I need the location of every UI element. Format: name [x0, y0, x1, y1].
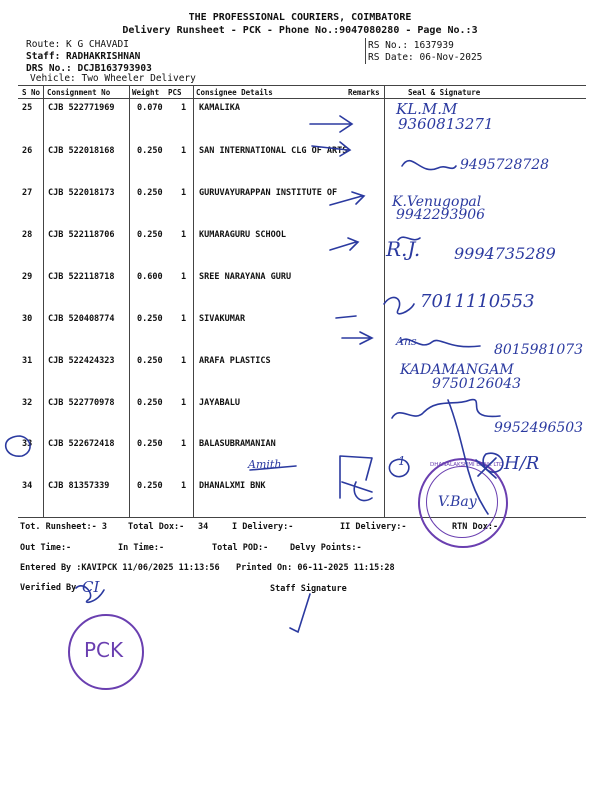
entered-by: Entered By :KAVIPCK 11/06/2025 11:13:56 — [20, 563, 220, 573]
handwritten-phone: 7011110553 — [420, 291, 535, 312]
col-remarks: Remarks — [348, 88, 380, 97]
ii-delivery: II Delivery:- — [340, 522, 407, 532]
col-seal: Seal & Signature — [408, 88, 481, 97]
out-time: Out Time:- — [20, 543, 72, 553]
handwritten-phone: 9360813271 — [398, 115, 494, 133]
row-sno: 27 — [22, 188, 33, 198]
rtn-dox: RTN Dox:- — [452, 522, 499, 532]
bank-seal-text: DHANALAKSHMI BANK LTD — [430, 462, 504, 468]
row-sno: 26 — [22, 146, 33, 156]
row-weight: 0.250 — [137, 439, 163, 449]
row-pcs: 1 — [181, 188, 187, 198]
bank-seal — [418, 458, 508, 548]
col-weight: Weight — [132, 88, 160, 97]
row-consignment: CJB 81357339 — [48, 481, 110, 491]
bank-seal-signature: V.Bay — [438, 494, 477, 510]
handwritten-remark: Ans — [396, 335, 417, 348]
row-sno: 25 — [22, 103, 33, 113]
row-weight: 0.250 — [137, 314, 163, 324]
row-pcs: 1 — [181, 398, 187, 408]
row-pcs: 1 — [181, 314, 187, 324]
row-weight: 0.250 — [137, 398, 163, 408]
handwritten-phone: 8015981073 — [494, 342, 584, 358]
total-pod: Total POD:- — [212, 543, 269, 553]
row-pcs: 1 — [181, 272, 187, 282]
handwritten-phone: 9942293906 — [396, 207, 486, 223]
route: Route: K G CHAVADI — [26, 39, 129, 50]
row-consignment: CJB 522018173 — [48, 188, 115, 198]
row-sno: 30 — [22, 314, 33, 324]
col-consignee: Consignee Details — [196, 88, 273, 97]
row-consignee: KAMALIKA — [199, 103, 240, 113]
row-weight: 0.070 — [137, 103, 163, 113]
handwritten-signature: KL.M.M — [396, 100, 458, 118]
row-consignment: CJB 520408774 — [48, 314, 115, 324]
row-consignee: ARAFA PLASTICS — [199, 356, 271, 366]
runsheet-title: Delivery Runsheet - PCK - Phone No.:9047080280 - Page No.:3 — [122, 25, 478, 36]
verified-by: Verified By — [20, 583, 77, 593]
row-pcs: 1 — [181, 439, 187, 449]
total-dox-label: Total Dox:- — [128, 522, 185, 532]
row-consignee: SIVAKUMAR — [199, 314, 246, 324]
row-pcs: 1 — [181, 230, 187, 240]
handwritten-name: KADAMANGAM — [400, 362, 514, 378]
in-time: In Time:- — [118, 543, 165, 553]
handwritten-phone: 9994735289 — [454, 244, 556, 263]
row-sno: 28 — [22, 230, 33, 240]
row-sno: 32 — [22, 398, 33, 408]
handwritten-hr: H/R — [504, 453, 540, 474]
row-weight: 0.250 — [137, 146, 163, 156]
row-pcs: 1 — [181, 481, 187, 491]
handwritten-name: Amith — [248, 458, 282, 471]
row-consignment: CJB 522424323 — [48, 356, 115, 366]
row-consignee: JAYABALU — [199, 398, 240, 408]
row-sno: 33 — [22, 439, 33, 449]
company-name: THE PROFESSIONAL COURIERS, COIMBATORE — [188, 12, 412, 23]
vehicle: Vehicle: Two Wheeler Delivery — [30, 73, 196, 84]
row-consignment: CJB 522118706 — [48, 230, 115, 240]
row-weight: 0.250 — [137, 230, 163, 240]
row-sno: 29 — [22, 272, 33, 282]
row-weight: 0.250 — [137, 188, 163, 198]
handwritten-circle-number: 1 — [398, 454, 406, 468]
staff-signature: Staff Signature — [270, 584, 347, 594]
row-weight: 0.250 — [137, 356, 163, 366]
handwritten-phone: 9495728728 — [460, 157, 550, 173]
i-delivery: I Delivery:- — [232, 522, 294, 532]
row-consignment: CJB 522770978 — [48, 398, 115, 408]
pck-stamp-text: PCK — [84, 638, 124, 662]
handwritten-phone: 9952496503 — [494, 420, 584, 436]
handwritten-initials: R.J. — [386, 237, 421, 261]
tot-runsheet: Tot. Runsheet:- 3 — [20, 522, 107, 532]
row-consignment: CJB 522771969 — [48, 103, 115, 113]
row-consignee: DHANALXMI BNK — [199, 481, 266, 491]
row-consignment: CJB 522018168 — [48, 146, 115, 156]
row-consignee: KUMARAGURU SCHOOL — [199, 230, 286, 240]
row-consignee: SAN INTERNATIONAL CLG OF ARTS — [199, 146, 348, 156]
col-consignment: Consignment No — [47, 88, 111, 97]
pck-stamp — [68, 614, 144, 690]
row-pcs: 1 — [181, 103, 187, 113]
row-pcs: 1 — [181, 356, 187, 366]
col-sno: S No — [22, 88, 41, 97]
verified-by-signature: CI — [82, 578, 100, 596]
staff: Staff: RADHAKRISHNAN — [26, 51, 141, 62]
row-sno: 34 — [22, 481, 33, 491]
row-weight: 0.600 — [137, 272, 163, 282]
total-dox-value: 34 — [198, 522, 209, 532]
drs-no: DRS No.: DCJB163793903 — [26, 63, 152, 74]
row-pcs: 1 — [181, 146, 187, 156]
row-consignee: GURUVAYURAPPAN INSTITUTE OF — [199, 188, 338, 198]
row-consignment: CJB 522672418 — [48, 439, 115, 449]
col-pcs: PCS — [168, 88, 182, 97]
row-consignee: BALASUBRAMANIAN — [199, 439, 276, 449]
row-consignment: CJB 522118718 — [48, 272, 115, 282]
row-consignee: SREE NARAYANA GURU — [199, 272, 292, 282]
delvy-points: Delvy Points:- — [290, 543, 362, 553]
rs-no: RS No.: 1637939 — [368, 40, 454, 51]
rs-date: RS Date: 06-Nov-2025 — [368, 52, 483, 63]
row-weight: 0.250 — [137, 481, 163, 491]
handwritten-name: K.Venugopal — [392, 194, 482, 210]
row-sno: 31 — [22, 356, 33, 366]
printed-on: Printed On: 06-11-2025 11:15:28 — [236, 563, 395, 573]
handwritten-phone: 9750126043 — [432, 376, 522, 392]
